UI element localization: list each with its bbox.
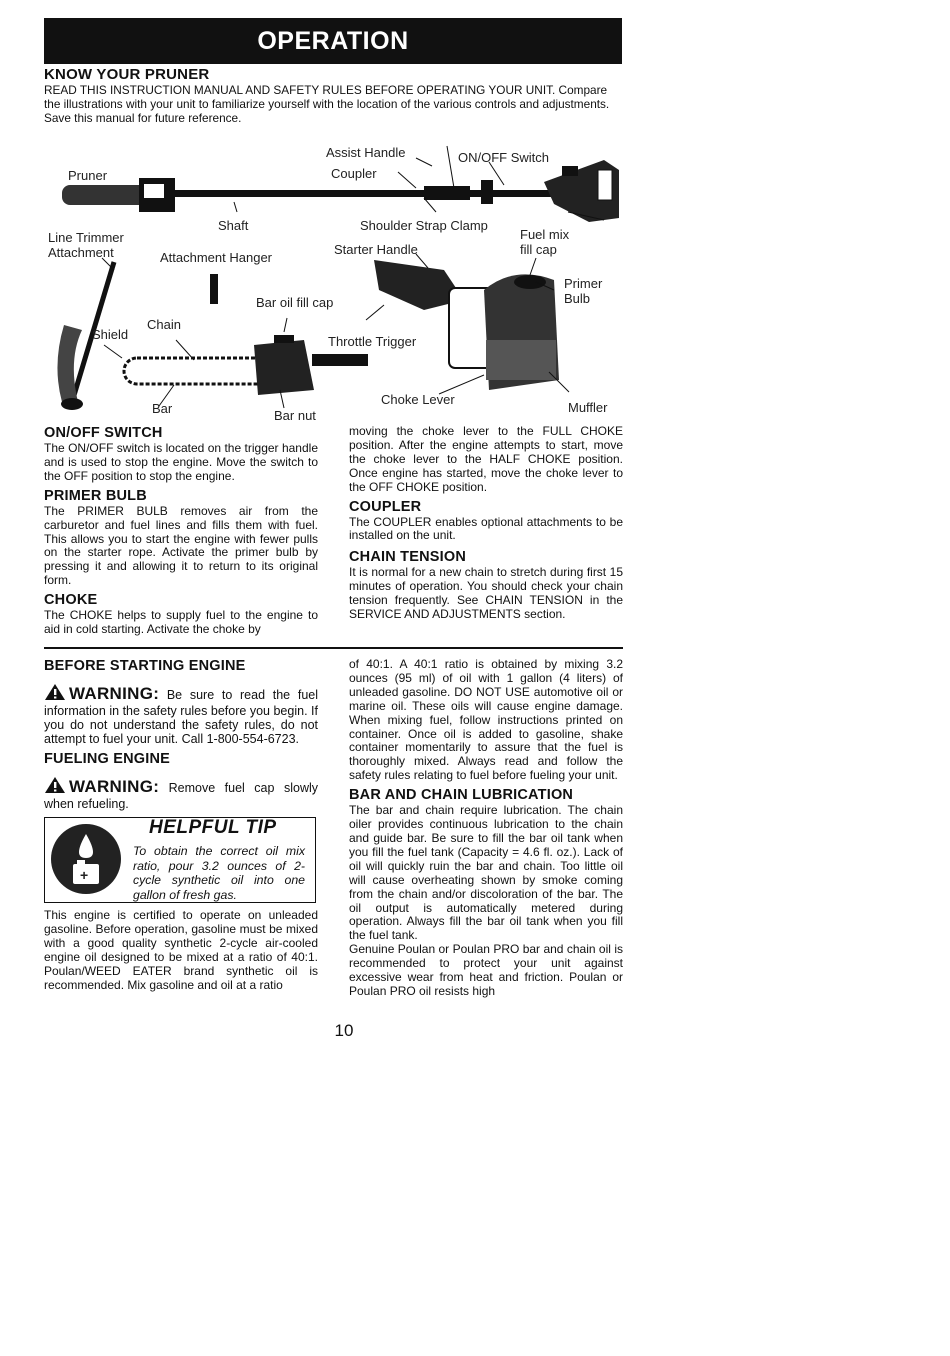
label-chain: Chain bbox=[147, 317, 181, 332]
engine-certification-text: This engine is certified to operate on unleaded gasoline. Before operation, gasoline must be mixed with a good quality synthetic 2-cycle air-cooled engine oil designed to be mixed at a ratio of 40:1. Poulan/WEED EATER brand synthetic oil is recommended. Mix gasoline and oil at a ratio bbox=[44, 908, 318, 992]
label-shield: Shield bbox=[92, 327, 129, 342]
choke-heading: CHOKE bbox=[44, 592, 98, 609]
bar-chain-oil-text: Genuine Poulan or Poulan PRO bar and chain oil is recommended to protect your unit against excessive wear from heat and friction. Poulan or Poulan PRO oil resists high bbox=[349, 942, 623, 998]
label-choke-lever: Choke Lever bbox=[381, 392, 455, 407]
label-line-trimmer: Line Trimmer bbox=[48, 230, 124, 245]
chain-tension-text: It is normal for a new chain to stretch during first 15 minutes of operation. You should check your chain tension frequently. See CHAIN TENSION in the SERVICE AND ADJUSTMENTS section. bbox=[349, 565, 623, 622]
choke-text: The CHOKE helps to supply fuel to the engine to aid in cold starting. Activate the choke by bbox=[44, 608, 318, 637]
label-fill-cap: fill cap bbox=[520, 242, 557, 257]
bar-chain-lubrication-text: The bar and chain require lubrication. The chain oiler provides continuous lubrication to the chain and guide bar. Be sure to fill the bar oil tank when you fill the fuel tank (Capacity = 4.6 fl. oz.). Lack of oil will quickly ruin the bar and chain. Too little oil will cause overheating shown by smoke coming from the chain and/or discoloration of the bar. The oil output is automatically metered during operation. Always fill the bar oil tank when you fill the fuel tank. bbox=[349, 803, 623, 943]
power-head-drawing bbox=[374, 260, 559, 390]
chain-tension-heading: CHAIN TENSION bbox=[349, 549, 466, 566]
warning-triangle-icon bbox=[44, 683, 66, 705]
label-attachment-hanger: Attachment Hanger bbox=[160, 250, 273, 265]
lower-right-column bbox=[349, 658, 623, 999]
label-shaft: Shaft bbox=[218, 218, 249, 233]
on-off-switch-heading: ON/OFF SWITCH bbox=[44, 425, 163, 441]
parts-diagram bbox=[44, 140, 624, 425]
lower-left-column bbox=[44, 658, 318, 993]
label-fuel-mix: Fuel mix bbox=[520, 227, 570, 242]
parts-illustration bbox=[44, 140, 624, 425]
primer-bulb-text: The PRIMER BULB removes air from the carburetor and fuel lines and fills them with fuel. This allows you to start the engine with fewer pulls on the starter rope. Activate the primer bulb by pressing it and allowing it to return to its original form. bbox=[44, 503, 318, 588]
label-muffler: Muffler bbox=[568, 400, 608, 415]
page-number: 10 bbox=[334, 1021, 354, 1040]
fueling-engine-heading: FUELING ENGINE bbox=[44, 750, 171, 767]
know-your-pruner-heading: KNOW YOUR PRUNER bbox=[44, 66, 210, 83]
upper-left-column bbox=[44, 425, 318, 637]
label-attachment: Attachment bbox=[48, 245, 114, 260]
coupler-heading: COUPLER bbox=[349, 498, 422, 515]
warning-label: WARNING: bbox=[69, 776, 160, 796]
label-coupler: Coupler bbox=[331, 166, 377, 181]
label-bar-oil-fill-cap: Bar oil fill cap bbox=[256, 295, 334, 310]
before-starting-warning bbox=[44, 683, 318, 747]
section-divider bbox=[44, 647, 623, 649]
label-throttle-trigger: Throttle Trigger bbox=[328, 334, 417, 349]
fueling-warning bbox=[44, 776, 318, 812]
fuel-can-icon bbox=[51, 824, 121, 894]
helpful-tip-box bbox=[44, 817, 316, 903]
label-starter-handle: Starter Handle bbox=[334, 242, 418, 257]
label-bulb: Bulb bbox=[564, 291, 591, 306]
label-shoulder-strap-clamp: Shoulder Strap Clamp bbox=[360, 218, 488, 233]
before-starting-heading: BEFORE STARTING ENGINE bbox=[44, 658, 246, 674]
helpful-tip-title: HELPFUL TIP bbox=[149, 817, 277, 839]
coupler-text: The COUPLER enables optional attachments to be installed on the unit. bbox=[349, 514, 623, 543]
attachment-hanger-drawing bbox=[210, 274, 218, 304]
choke-text-continued: moving the choke lever to the FULL CHOKE position. After the engine attempts to start, move the choke lever to the HALF CHOKE position. Once engine has started, move the choke lever to the OFF CHOKE position. bbox=[349, 424, 623, 494]
label-primer: Primer bbox=[564, 276, 603, 291]
intro-paragraph: READ THIS INSTRUCTION MANUAL AND SAFETY RULES BEFORE OPERATING YOUR UNIT. Compare the illustrations with your unit to familiarize yourself with the location of the various controls and adjustments. Save this manual for future reference. bbox=[44, 83, 610, 125]
label-bar: Bar bbox=[152, 401, 173, 416]
bar-chain-lubrication-heading: BAR AND CHAIN LUBRICATION bbox=[349, 787, 574, 804]
primer-bulb-heading: PRIMER BULB bbox=[44, 487, 147, 504]
fuel-ratio-text: of 40:1. A 40:1 ratio is obtained by mixing 3.2 ounces (95 ml) of oil with 1 gallon (4 liters) of unleaded gasoline. DO NOT USE automotive oil or marine oil. These oils will cause engine damage. When mixing fuel, follow instructions printed on container. Once oil is added to gasoline, shake container momentarily to assure that the fuel is thoroughly mixed. Always read and follow the safety rules relating to fuel before fueling your unit. bbox=[349, 657, 623, 783]
before-starting-warning-text: Be sure to read the fuel information in the safety rules before you begin. If you do not understand the safety rules, do not attempt to fuel your unit. Call 1-800-554-6723. bbox=[44, 688, 318, 746]
label-assist-handle: Assist Handle bbox=[326, 145, 406, 160]
svg-text:+: + bbox=[80, 867, 89, 884]
on-off-switch-text: The ON/OFF switch is located on the trigger handle and is used to stop the engine. Move the switch to the OFF position to stop the engine. bbox=[44, 441, 318, 483]
label-bar-nut: Bar nut bbox=[274, 408, 316, 423]
warning-triangle-icon bbox=[44, 776, 66, 798]
section-banner: OPERATION bbox=[44, 18, 622, 64]
helpful-tip-text: To obtain the correct oil mix ratio, pour 3.2 ounces of 2-cycle synthetic oil into one gallon of fresh gas. bbox=[133, 844, 305, 902]
label-on-off-switch: ON/OFF Switch bbox=[458, 150, 550, 165]
label-pruner: Pruner bbox=[68, 168, 108, 183]
fueling-warning-text: Remove fuel cap slowly when refueling. bbox=[44, 780, 318, 811]
upper-right-column bbox=[349, 425, 623, 622]
warning-label: WARNING: bbox=[69, 684, 160, 703]
